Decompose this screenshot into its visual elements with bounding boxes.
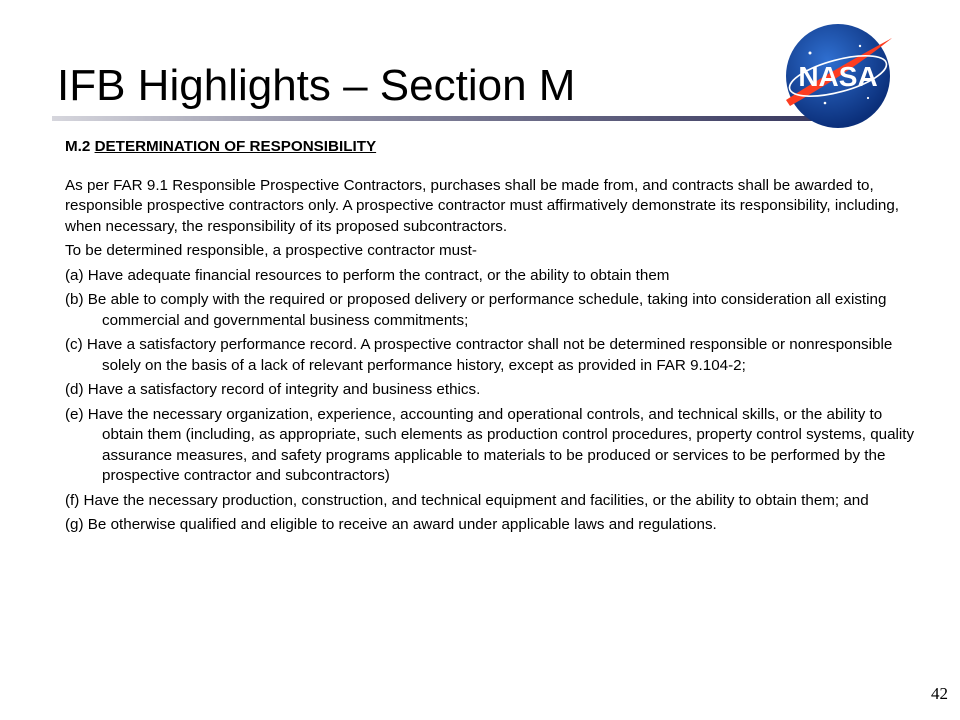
section-heading-text: DETERMINATION OF RESPONSIBILITY xyxy=(94,138,377,155)
list-item: (a) Have adequate financial resources to perform the contract, or the ability to obtain them xyxy=(65,266,670,284)
list-item: (e) Have the necessary organization, experience, accounting and operational controls, and technical skills, or the ability to obtain them (including, as appropriate, such elements as production control procedures, property control systems, quality assurance measures, and safety programs applicable to materials to be produced or services to be performed by the prospective contractor and subcontractors) xyxy=(65,405,915,484)
slide-title: IFB Highlights – Section M xyxy=(57,61,576,110)
list-item: (b) Be able to comply with the required or proposed delivery or performance schedule, taking into consideration all existing commercial and governmental business commitments; xyxy=(65,291,887,329)
list-item: (d) Have a satisfactory record of integrity and business ethics. xyxy=(65,381,481,398)
page-number: 42 xyxy=(931,684,948,703)
section-number: M.2 xyxy=(65,138,91,155)
section-heading xyxy=(65,137,915,158)
slide-body xyxy=(65,137,915,540)
list-item: (c) Have a satisfactory performance record. A prospective contractor shall not be determined responsible or nonresponsible solely on the basis of a lack of relevant performance history, except as provided in FAR 9.104-2; xyxy=(65,336,893,374)
nasa-logo-text: NASA xyxy=(798,61,878,92)
title-underline xyxy=(52,116,812,121)
intro-paragraph: As per FAR 9.1 Responsible Prospective Contractors, purchases shall be made from, and contracts shall be awarded to, responsible prospective contractors only. A prospective contractor must affirmatively demonstrate its responsibility, including, when necessary, the responsibility of its proposed subcontractors. xyxy=(65,176,900,235)
list-item: (f) Have the necessary production, construction, and technical equipment and facilities, or the ability to obtain them; and xyxy=(65,491,869,509)
lead-paragraph: To be determined responsible, a prospective contractor must- xyxy=(65,242,477,259)
list-item: (g) Be otherwise qualified and eligible to receive an award under applicable laws and regulations. xyxy=(65,516,717,533)
nasa-logo xyxy=(780,18,896,134)
